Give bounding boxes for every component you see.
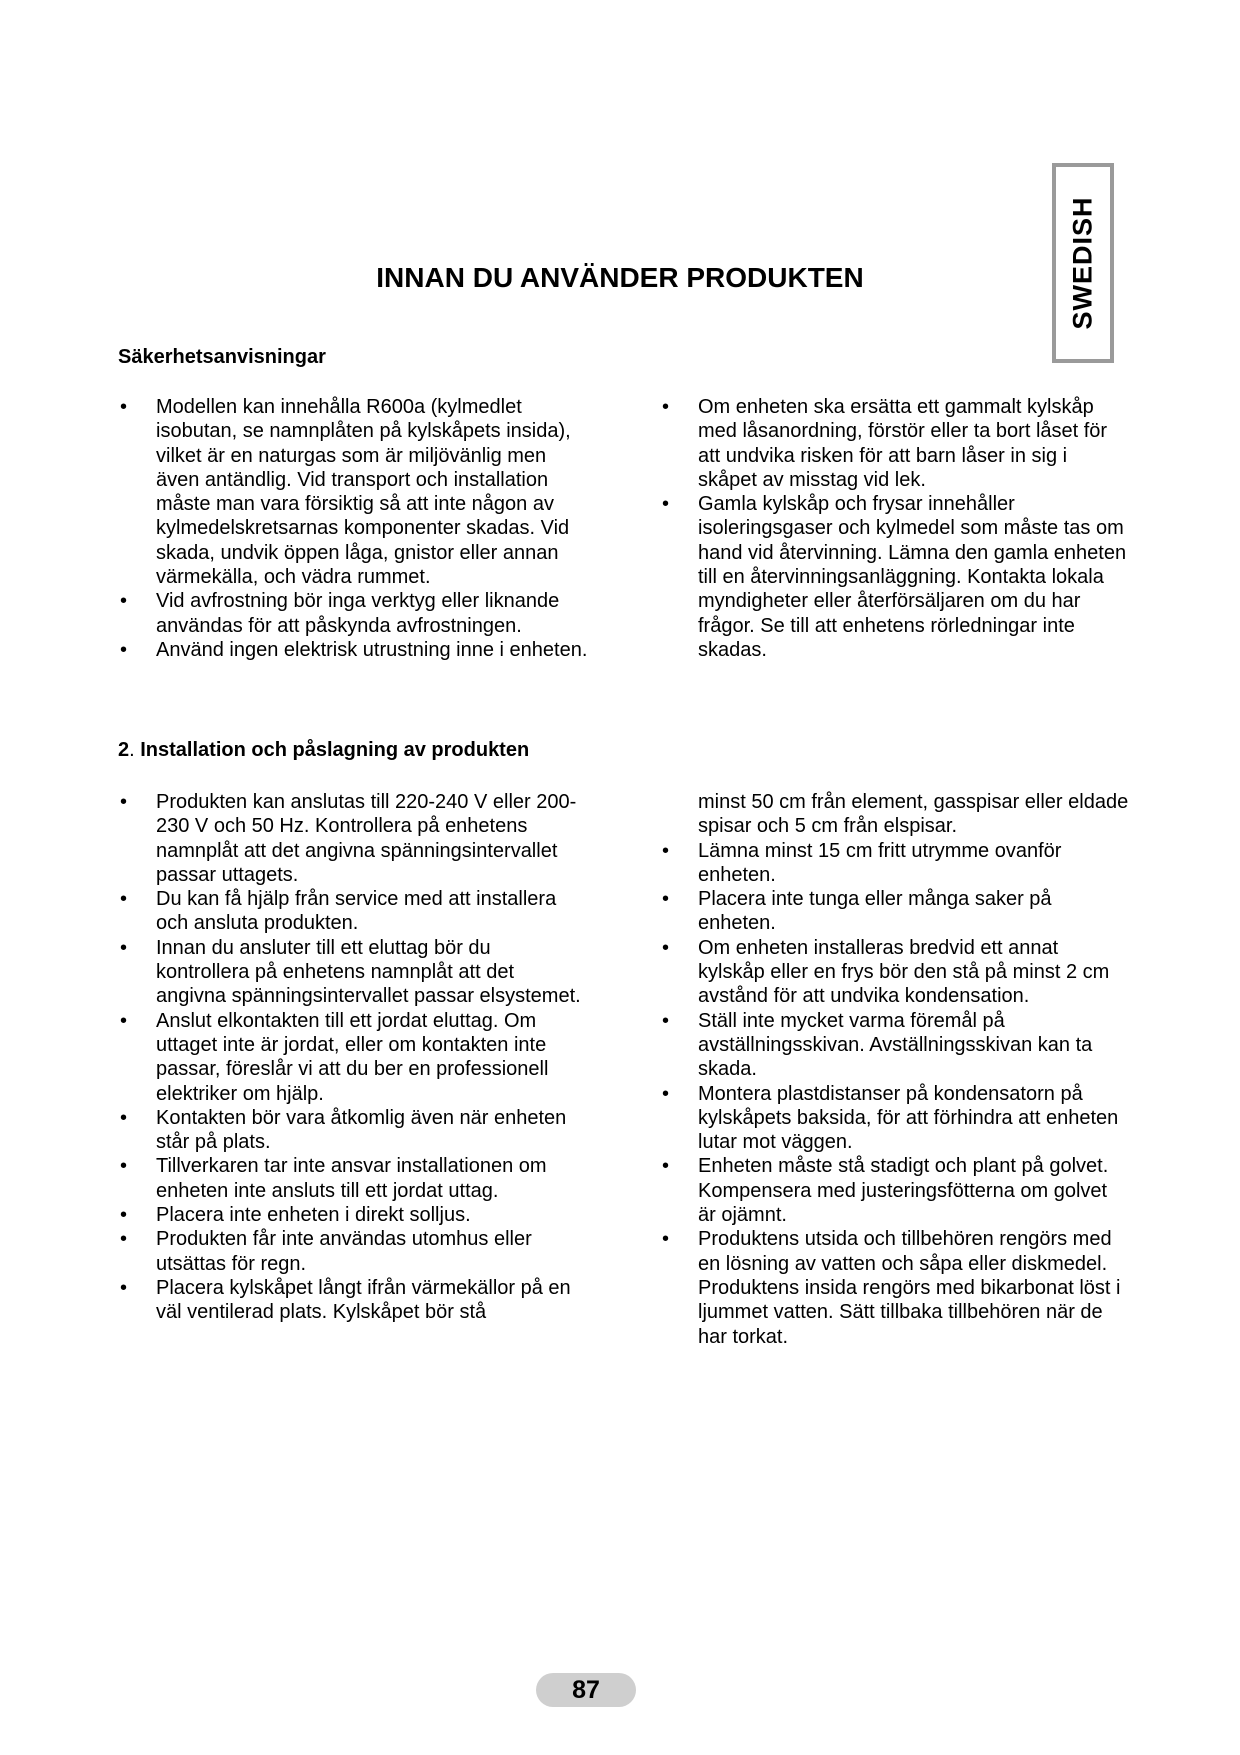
list-item: • Placera inte tunga eller många saker på enheten. [660,887,1130,936]
page-number: 87 [536,1673,636,1707]
page-title: INNAN DU ANVÄNDER PRODUKTEN [376,262,864,293]
installation-list-left [118,790,588,1325]
list-item-continuation: minst 50 cm från element, gasspisar eller eldade spisar och 5 cm från elspisar. [698,791,1129,838]
list-item: • Placera kylskåpet långt ifrån värmekällor på en väl ventilerad plats. Kylskåpet bör stå [118,1276,588,1325]
section-heading-installation: 2. Installation och påslagning av produkten [118,739,530,761]
list-item: • Produkten får inte användas utomhus eller utsättas för regn. [118,1227,588,1276]
language-tab-label: SWEDISH [1067,196,1098,330]
list-item: • Använd ingen elektrisk utrustning inne i enheten. [118,638,588,662]
list-item: • Du kan få hjälp från service med att installera och ansluta produkten. [118,887,588,936]
section-number: 2 [118,739,130,761]
list-item: • Enheten måste stå stadigt och plant på golvet. Kompensera med justeringsfötterna om golvet är ojämnt. [660,1154,1130,1227]
list-item: • Gamla kylskåp och frysar innehåller isoleringsgaser och kylmedel som måste tas om hand vid återvinning. Lämna den gamla enheten till en återvinningsanläggning. Kontakta lokala myndigheter eller återförsäljaren om du har frågor. Se till att enhetens rörledningar inte skadas. [660,492,1130,662]
list-item: • Tillverkaren tar inte ansvar installationen om enheten inte ansluts till ett jordat uttag. [118,1154,588,1203]
list-item: • Ställ inte mycket varma föremål på avställningsskivan. Avställningsskivan kan ta skada. [660,1009,1130,1082]
list-item: • Vid avfrostning bör inga verktyg eller liknande användas för att påskynda avfrostningen. [118,589,588,638]
list-item: • Kontakten bör vara åtkomlig även när enheten står på plats. [118,1106,588,1155]
list-item: • Om enheten installeras bredvid ett annat kylskåp eller en frys bör den stå på minst 2 cm avstånd för att undvika kondensation. [660,936,1130,1009]
list-item: • Innan du ansluter till ett eluttag bör du kontrollera på enhetens namnplåt att det angivna spänningsintervallet passar elsystemet. [118,936,588,1009]
installation-list-right [660,790,1130,1349]
list-item: • Placera inte enheten i direkt solljus. [118,1203,588,1227]
safety-list-left [118,395,588,662]
safety-list-right [660,395,1130,662]
list-item: • Anslut elkontakten till ett jordat eluttag. Om uttaget inte är jordat, eller om kontakten inte passar, föreslår vi att du ber en professionell elektriker om hjälp. [118,1009,588,1106]
list-item: • Produktens utsida och tillbehören rengörs med en lösning av vatten och såpa eller diskmedel. Produktens insida rengörs med bikarbonat löst i ljummet vatten. Sätt tillbaka tillbehören när de har torkat. [660,1227,1130,1348]
list-item: • Modellen kan innehålla R600a (kylmedlet isobutan, se namnplåten på kylskåpets insida), vilket är en naturgas som är miljövänlig men även antändlig. Vid transport och installation måste man vara försiktig så att inte någon av kylmedelskretsarnas komponenter skadas. Vid skada, undvik öppen låga, gnistor eller annan värmekälla, och vädra rummet. [118,395,588,589]
list-item: • Om enheten ska ersätta ett gammalt kylskåp med låsanordning, förstör eller ta bort låset för att undvika risken för att barn låser in sig i skåpet av misstag vid lek. [660,395,1130,492]
section-heading-safety: Säkerhetsanvisningar [118,346,326,368]
list-item: • Produkten kan anslutas till 220-240 V eller 200-230 V och 50 Hz. Kontrollera på enhetens namnplåt att det angivna spänningsintervallet passar uttagets. [118,790,588,887]
list-item: • Lämna minst 15 cm fritt utrymme ovanför enheten. [660,839,1130,888]
section-heading-text: Installation och påslagning av produkten [140,739,530,761]
list-item: • Montera plastdistanser på kondensatorn på kylskåpets baksida, för att förhindra att enheten lutar mot väggen. [660,1082,1130,1155]
